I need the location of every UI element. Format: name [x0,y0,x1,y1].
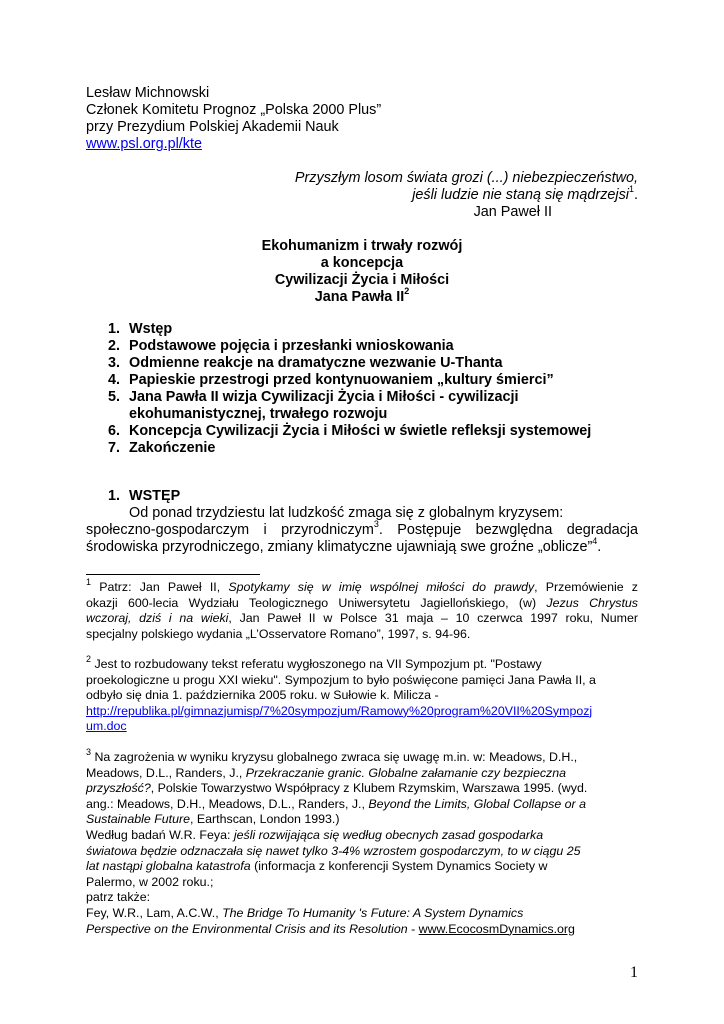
table-of-contents [86,321,638,457]
paragraph-line-3-end: . [597,539,602,555]
footnote-3-link[interactable]: www.EcocosmDynamics.org [418,921,575,936]
footnote-2 [86,653,638,735]
footnote-3-line-8 [86,859,638,875]
footnote-ref-1[interactable]: 1 [628,184,634,195]
toc-item-7 [86,440,638,457]
title-line-4: Jana Pawła II [314,289,405,305]
paragraph-line-1: Od ponad trzydziestu lat ludzkość zmaga się z globalnym kryzysem: [129,505,564,521]
author-role: Członek Komitetu Prognoz „Polska 2000 Plus” [86,102,382,118]
footnote-3-line-1 [86,746,638,766]
epigraph-line-1: Przyszłym losom świata grozi (...) niebezpieczeństwo, [294,170,638,186]
footnote-3-line-5 [86,812,638,828]
fn-text: Według badań W.R. Feya: [86,827,234,842]
toc-text-continued: ekohumanistycznej, trwałego rozwoju [129,406,388,422]
paragraph-line-3-text: środowiska przyrodniczego, zmiany klimatyczne ujawniają swe groźne „oblicze” [86,539,593,555]
fn-text: - [407,921,419,936]
toc-item-3 [86,355,638,372]
paragraph-line-2-text: społeczno-gospodarczym i przyrodniczym [86,522,374,538]
paragraph-line-2-end: . Postępuje bezwględna degradacja [378,522,638,538]
section-number: 1. [108,488,121,504]
section-introduction [86,488,638,556]
fn-italic: wczoraj, dziś i na wieki [86,611,229,626]
footnote-3-line-2 [86,766,638,782]
paragraph-line-3 [86,536,638,556]
footnote-1-line-1 [86,576,638,596]
footnote-2-line-2: proekologiczne u progu XXI wieku". Sympozjum to było poświęcone pamięci Jana Pawła II, a [86,672,596,687]
epigraph-author: Jan Paweł II [473,204,552,220]
footnote-3-line-11 [86,906,638,922]
fn-italic: Beyond the Limits, Global Collapse or a [368,796,587,811]
document-title [86,238,638,306]
fn-text: okazji 600-lecia Wydziału Teologicznego Uniwersytetu Jagiellońskiego, (w) [86,595,547,610]
fn-text: ang.: Meadows, D.H., Meadows, D.L., Randers, J., [86,796,369,811]
fn-text: Fey, W.R., Lam, A.C.W., [86,905,223,920]
section-heading [86,488,638,505]
footnote-1-line-3 [86,611,638,627]
section-title: WSTĘP [129,488,181,504]
fn-text: Patrz: Jan Paweł II, [91,580,229,594]
fn-italic: Perspective on the Environmental Crisis and its Resolution [86,921,408,936]
toc-item-1 [86,321,638,338]
title-line-3: Cywilizacji Życia i Miłości [274,272,450,288]
toc-number: 1. [108,321,121,337]
fn-italic: światowa będzie odznaczała się nawet tylko 3-4% wzrostem gospodarczym, to w ciągu 25 [86,843,581,858]
fn-text: , Przemówienie z [534,580,638,594]
toc-text: Wstęp [129,321,173,337]
fn-italic: lat nastąpi globalna katastrofa [86,859,251,874]
author-academy: przy Prezydium Polskiej Akademii Nauk [86,119,339,135]
toc-item-6 [86,423,638,440]
footnote-ref-3[interactable]: 3 [373,519,379,530]
fn-text: , Jan Paweł II w Polsce 31 maja – 10 czerwca 1997 roku, Numer [228,611,638,626]
fn-italic: Spotykamy się w imię wspólnej miłości do prawdy [228,580,535,594]
header-link[interactable]: www.psl.org.pl/kte [86,136,202,152]
footnote-mark: 3 [86,746,92,757]
fn-italic: Jezus Chrystus [546,595,638,610]
title-line-2: a koncepcja [320,255,404,271]
toc-number: 3. [108,355,121,371]
footnote-3-line-6 [86,828,638,844]
fn-italic: Sustainable Future [86,812,191,827]
epigraph-line-2: jeśli ludzie nie staną się mądrzejsi [412,187,629,203]
footnote-3 [86,746,638,937]
footnote-separator [86,574,260,575]
title-line-1: Ekohumanizm i trwały rozwój [261,238,463,254]
footnote-3-line-10: patrz także: [86,890,151,905]
toc-item-2 [86,338,638,355]
toc-text: Odmienne reakcje na dramatyczne wezwanie U-Thanta [129,355,503,371]
fn-italic: przyszłość? [86,781,151,796]
footnote-mark: 1 [86,576,92,587]
epigraph [86,170,638,221]
toc-item-5 [86,389,638,423]
toc-number: 5. [108,389,121,405]
footnote-1-line-4: specjalny polskiego wydania „L’Osservatore Romano”, 1997, s. 94-96. [86,626,471,641]
toc-number: 6. [108,423,121,439]
toc-item-4 [86,372,638,389]
footnote-2-link-continued[interactable]: um.doc [86,719,127,734]
author-header [86,85,638,153]
paragraph-line-2 [86,519,638,539]
fn-italic: Przekraczanie granic. Globalne załamanie czy bezpieczna [245,765,567,780]
footnote-3-line-12 [86,922,638,938]
footnote-2-line-1 [86,653,638,673]
fn-italic: jeśli rozwijająca się według obecnych zasad gospodarka [233,827,544,842]
toc-number: 7. [108,440,121,456]
fn-text: , Polskie Towarzystwo Współpracy z Klubem Rzymskim, Warszawa 1995. (wyd. [150,781,588,796]
fn-text: (informacja z konferencji System Dynamics Society w [250,859,548,874]
footnote-mark: 2 [86,653,92,664]
footnote-ref-4[interactable]: 4 [592,536,598,547]
toc-text: Podstawowe pojęcia i przesłanki wnioskowania [129,338,454,354]
author-name: Lesław Michnowski [86,85,210,101]
footnote-1 [86,576,638,642]
fn-text: Na zagrożenia w wyniku kryzysu globalnego zwraca się uwagę m.in. w: Meadows, D.H., [91,750,578,764]
footnote-3-line-4 [86,797,638,813]
footnote-3-line-3 [86,781,638,797]
footnote-ref-2[interactable]: 2 [404,286,410,297]
footnote-3-line-9: Palermo, w 2002 roku.; [86,874,214,889]
fn-text: Jest to rozbudowany tekst referatu wygłoszonego na VII Sympozjum pt. "Postawy [91,657,542,671]
toc-number: 2. [108,338,121,354]
toc-text: Koncepcja Cywilizacji Życia i Miłości w świetle refleksji systemowej [129,423,592,439]
fn-italic: The Bridge To Humanity 's Future: A System Dynamics [222,905,524,920]
toc-number: 4. [108,372,121,388]
footnote-3-line-7 [86,844,638,860]
page-number: 1 [630,964,638,981]
toc-text: Zakończenie [129,440,216,456]
toc-text: Jana Pawła II wizja Cywilizacji Życia i Miłości - cywilizacji [129,389,519,405]
fn-text: , Earthscan, London 1993.) [190,812,340,827]
epigraph-line-2-end: . [634,187,638,203]
footnote-1-line-2 [86,596,638,612]
footnote-2-link[interactable]: http://republika.pl/gimnazjumisp/7%20sympozjum/Ramowy%20program%20VII%20Sympozj [86,703,593,718]
toc-text: Papieskie przestrogi przed kontynuowaniem „kultury śmierci” [129,372,554,388]
fn-text: Meadows, D.L., Randers, J., [86,765,246,780]
footnote-2-line-3: odbyło się dnia 1. października 2005 roku. w Sułowie k. Milicza - [86,688,439,703]
